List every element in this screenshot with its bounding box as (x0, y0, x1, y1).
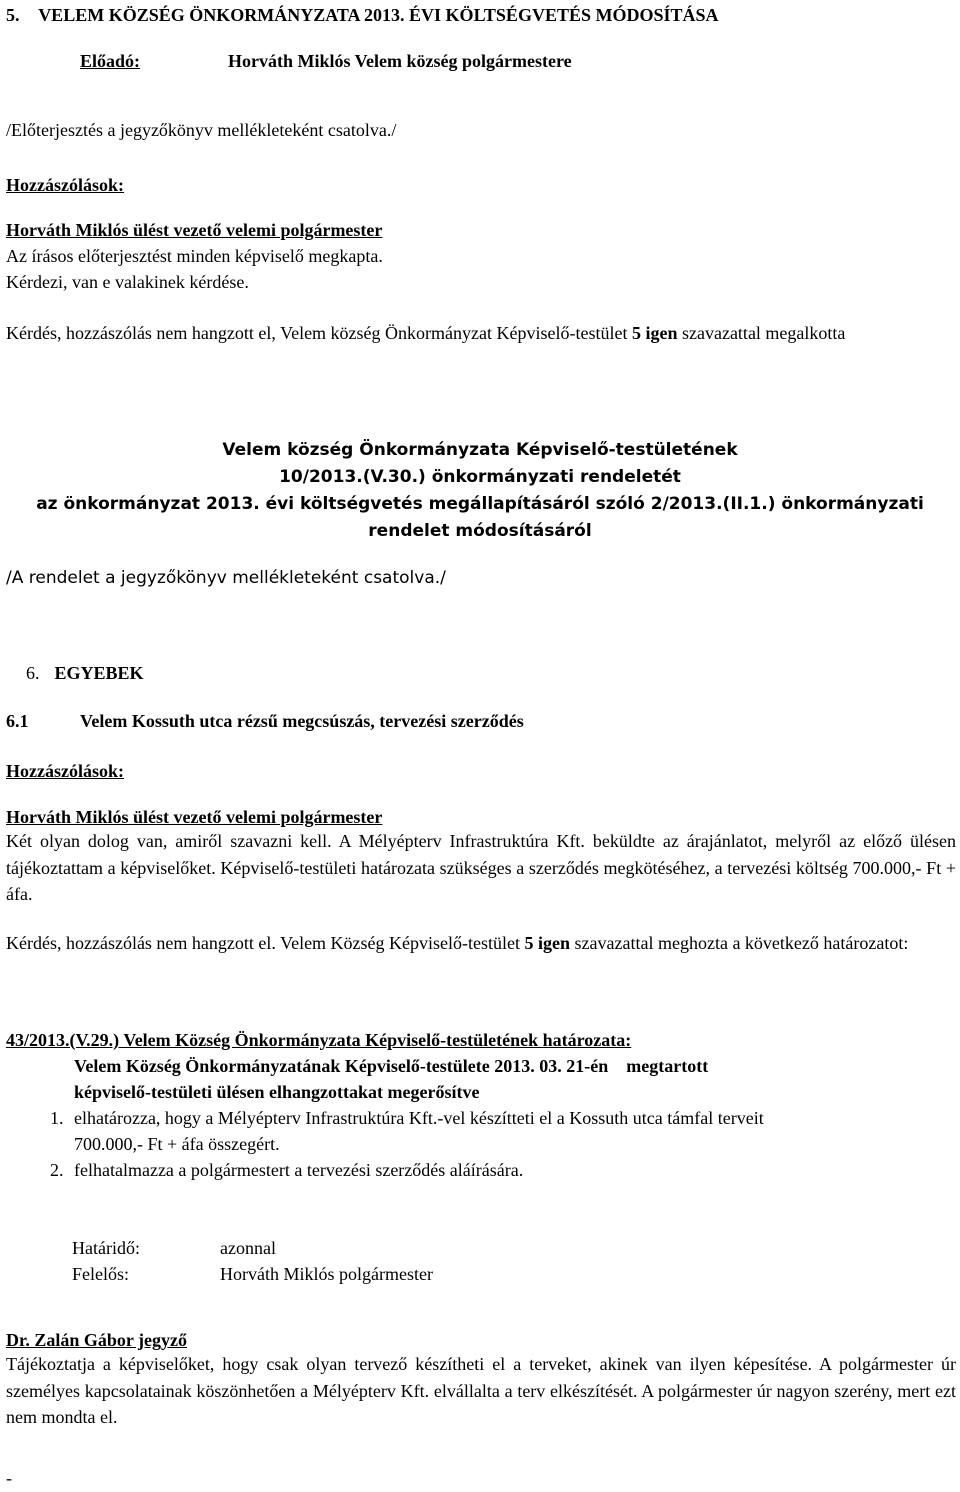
item-1-number: 1. (50, 1108, 64, 1128)
presenter-label: Előadó: (80, 51, 141, 71)
decree-line-2: 10/2013.(V.30.) önkormányzati rendeletét (279, 467, 681, 487)
vote-paragraph (6, 320, 956, 347)
subsection-6-1-heading (6, 710, 524, 732)
trailing-dash: - (6, 1468, 12, 1488)
item-1-continuation: 700.000,- Ft + áfa összegért. (74, 1134, 280, 1154)
item-1-text: elhatározza, hogy a Mélyépterv Infrastruktúra Kft.-vel készítteti el a Kossuth utca támfal terveit (74, 1108, 764, 1128)
resolution-item-2 (50, 1159, 523, 1181)
speaker-line-2: Kérdezi, van e valakinek kérdése. (6, 272, 249, 292)
comments-heading-6: Hozzászólások: (6, 761, 124, 781)
speaker-name-6: Horváth Miklós ülést vezető velemi polgármester (6, 807, 383, 827)
resolution-item-1 (50, 1107, 764, 1129)
decree-line-4: rendelet módosításáról (368, 521, 592, 541)
resolution-title: 43/2013.(V.29.) Velem Község Önkormányzata Képviselő-testületének határozata: (6, 1030, 632, 1050)
vote-count: 5 igen (631, 323, 678, 343)
vote-count-6: 5 igen (524, 933, 571, 953)
speaker-name: Horváth Miklós ülést vezető velemi polgármester (6, 220, 383, 240)
section-5-heading (6, 4, 719, 26)
item-2-text: felhatalmazza a polgármestert a tervezési szerződés aláírására. (74, 1160, 524, 1180)
deadline-row (72, 1237, 276, 1259)
vote-paragraph-6 (6, 930, 956, 957)
decree-line-3: az önkormányzat 2013. évi költségvetés megállapításáról szóló 2/2013.(II.1.) önkormányzati (36, 494, 924, 514)
presenter-row (6, 50, 572, 72)
vote-text-pre-6: Kérdés, hozzászólás nem hangzott el. Velem Község Képviselő-testület (6, 933, 525, 953)
item-2-number: 2. (50, 1160, 64, 1180)
presenter-value: Horváth Miklós Velem község polgármestere (228, 51, 572, 71)
responsible-value: Horváth Miklós polgármester (220, 1264, 433, 1284)
subsection-6-1-number: 6.1 (6, 711, 29, 731)
section-6-number: 6. (26, 663, 40, 683)
responsible-row (72, 1263, 433, 1285)
vote-text-post: szavazattal megalkotta (677, 323, 846, 343)
vote-text-pre: Kérdés, hozzászólás nem hangzott el, Velem község Önkormányzat Képviselő-testület (6, 323, 632, 343)
section-5-title: VELEM KÖZSÉG ÖNKORMÁNYZATA 2013. ÉVI KÖLTSÉGVETÉS MÓDOSÍTÁSA (38, 5, 719, 25)
notary-name: Dr. Zalán Gábor jegyző (6, 1330, 188, 1350)
vote-text-post-6: szavazattal meghozta a következő határozatot: (570, 933, 909, 953)
subsection-6-1-title: Velem Kossuth utca rézsű megcsúszás, tervezési szerződés (80, 711, 524, 731)
deadline-label: Határidő: (72, 1238, 140, 1258)
resolution-line-2: képviselő-testületi ülésen elhangzottakat megerősítve (74, 1082, 480, 1102)
section-6-heading (26, 662, 144, 684)
section-5-number: 5. (6, 5, 20, 25)
paragraph-notary: Tájékoztatja a képviselőket, hogy csak olyan tervező készítheti el a terveket, akinek van ilyen képesítése. A polgármester úr személyes kapcsolatainak köszönhetően a Mélyépterv Kft. elvállalta a terv elkészítését. A polgármester úr nagyon szerény, mert ezt nem mondta el. (6, 1354, 956, 1427)
decree-line-1: Velem község Önkormányzata Képviselő-testületének (222, 440, 738, 460)
section-6-title: EGYEBEK (54, 663, 144, 683)
speaker-line-1: Az írásos előterjesztést minden képviselő megkapta. (6, 246, 383, 266)
proposal-note: /Előterjesztés a jegyzőkönyv mellékleteként csatolva./ (6, 120, 397, 140)
deadline-value: azonnal (220, 1238, 276, 1258)
decree-note: /A rendelet a jegyzőkönyv mellékleteként csatolva./ (6, 568, 446, 588)
responsible-label: Felelős: (72, 1264, 129, 1284)
paragraph-offer: Két olyan dolog van, amiről szavazni kell. A Mélyépterv Infrastruktúra Kft. beküldte az árajánlatot, melyről az előző ülésen tájékoztattam a képviselőket. Képviselő-testületi határozata szükséges a szerződés megkötéséhez, a tervezési költség 700.000,- Ft + áfa. (6, 831, 956, 904)
comments-heading: Hozzászólások: (6, 175, 124, 195)
resolution-line-1: Velem Község Önkormányzatának Képviselő-testülete 2013. 03. 21-én megtartott (74, 1056, 709, 1076)
